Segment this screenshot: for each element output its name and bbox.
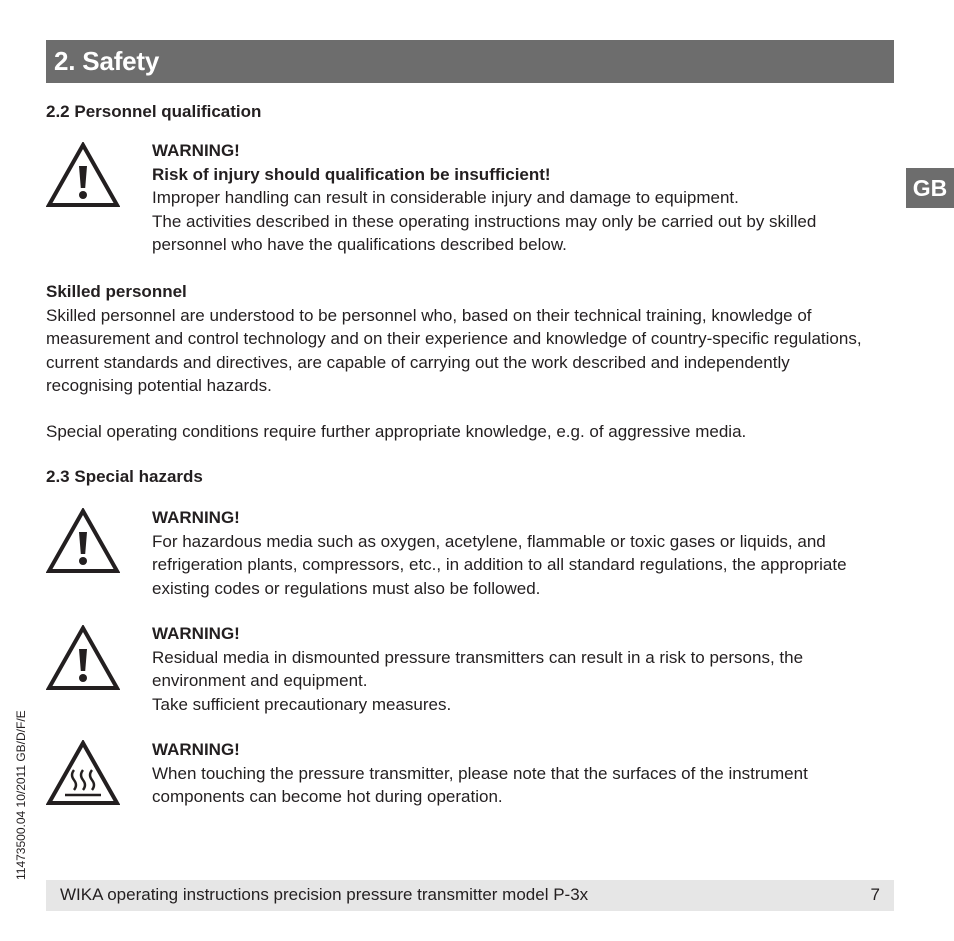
exclamation-warning-icon <box>46 625 120 691</box>
heading-personnel-qualification: 2.2 Personnel qualification <box>46 102 262 121</box>
footer-text: WIKA operating instructions precision pressure transmitter model P-3x <box>60 885 589 904</box>
warning-title: WARNING! <box>152 740 240 759</box>
warning-text: For hazardous media such as oxygen, acetylene, flammable or toxic gases or liquids, and refrigeration plants, compressors, etc., in addition to all standard regulations, the appropriate existing codes or regulations must also be followed. <box>152 531 847 598</box>
special-conditions-text: Special operating conditions require further appropriate knowledge, e.g. of aggressive media. <box>46 422 747 441</box>
section-header-bar <box>46 40 894 83</box>
warning-title: WARNING! <box>152 624 240 643</box>
warning-hazardous-media <box>152 506 882 600</box>
page-number: 7 <box>870 885 880 904</box>
exclamation-warning-icon <box>46 508 120 574</box>
skilled-personnel-text: Skilled personnel are understood to be personnel who, based on their technical training, knowledge of measurement and control technology and on their experience and knowledge of country-specific regulations, current standards and directives, are capable of carrying out the work described and independently recognising potential hazards. <box>46 305 862 395</box>
warning-title: WARNING! <box>152 508 240 527</box>
exclamation-warning-icon <box>46 142 120 208</box>
warning-qualification <box>152 139 882 257</box>
skilled-personnel-paragraph <box>46 280 876 398</box>
hot-surface-warning-icon <box>46 740 120 806</box>
warning-text: Residual media in dismounted pressure transmitters can result in a risk to persons, the environment and equipment. <box>152 647 804 690</box>
warning-text: The activities described in these operating instructions may only be carried out by skilled personnel who have the qualifications described below. <box>152 211 817 254</box>
section-title: 2. Safety <box>54 46 160 76</box>
warning-hot-surface <box>152 738 882 809</box>
warning-residual-media <box>152 622 882 716</box>
warning-text: When touching the pressure transmitter, please note that the surfaces of the instrument components can become hot during operation. <box>152 763 808 806</box>
page-footer <box>46 880 894 911</box>
skilled-personnel-heading: Skilled personnel <box>46 282 187 301</box>
language-tab: GB <box>906 168 954 208</box>
warning-title: WARNING! <box>152 141 240 160</box>
heading-special-hazards: 2.3 Special hazards <box>46 467 203 486</box>
warning-subtitle: Risk of injury should qualification be insufficient! <box>152 164 551 184</box>
warning-text: Take sufficient precautionary measures. <box>152 694 452 714</box>
document-code: 11473500.04 10/2011 GB/D/F/E <box>14 710 28 880</box>
warning-text: Improper handling can result in considerable injury and damage to equipment. <box>152 188 739 207</box>
